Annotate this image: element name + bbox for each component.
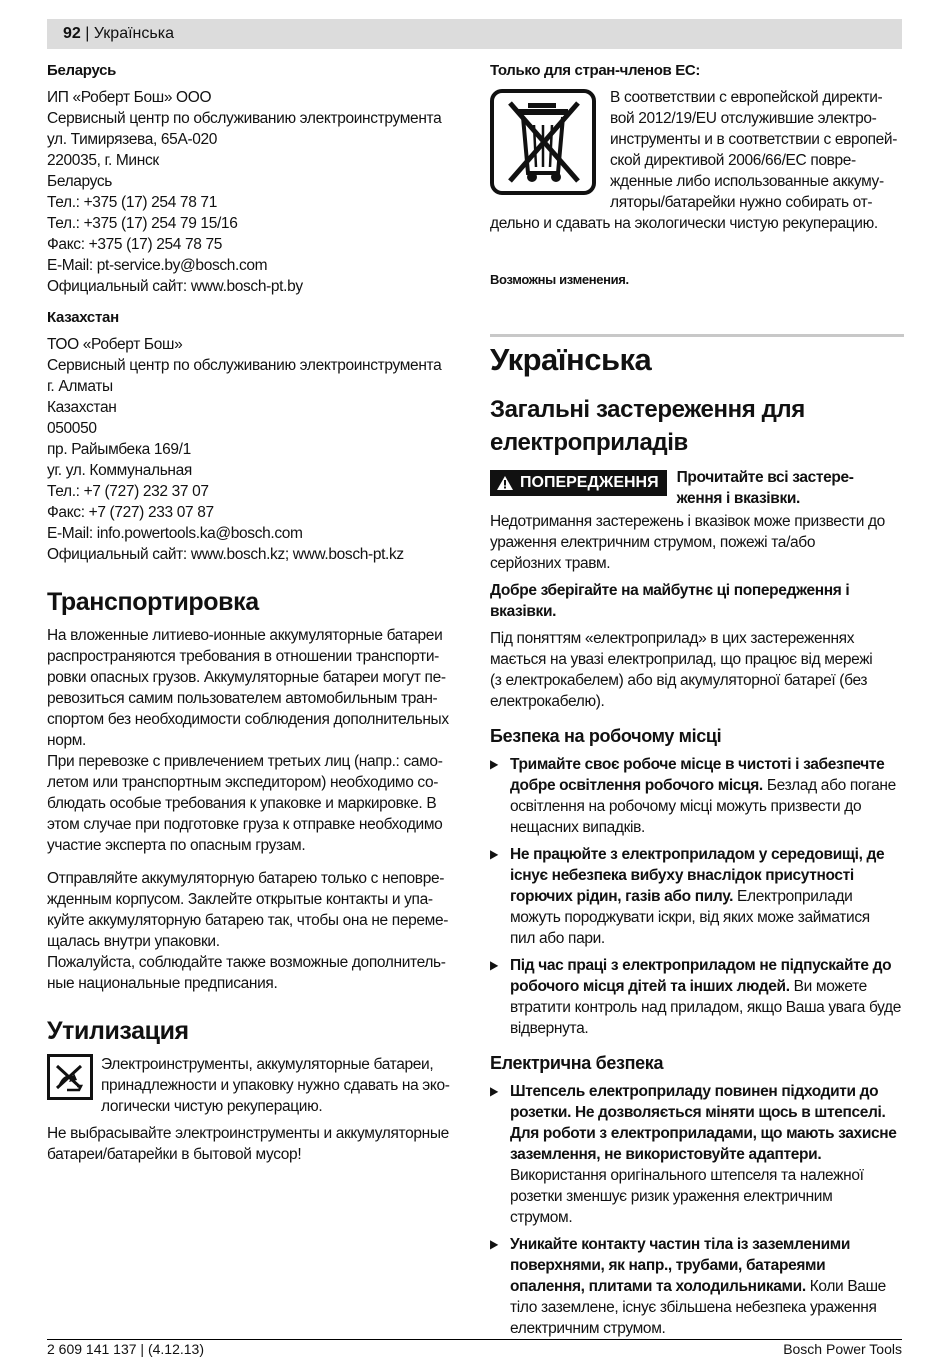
eu-text-last: дельно и сдавать на экологически чистую рекуперацию. <box>490 215 878 232</box>
page-number: 92 <box>63 25 81 42</box>
text-line: втратити контроль над приладом, якщо Ваша увага буде <box>510 999 901 1016</box>
text-line: В соответствии с европейской директи- <box>610 89 883 106</box>
text-line: (з електрокабелем) або від акумуляторної батареї (без <box>490 672 868 689</box>
text-line: розетки. Не дозволяється міняти щось в штепселі. <box>510 1104 886 1121</box>
text-line: нещасних випадків. <box>510 819 645 836</box>
heading-line: Загальні застереження для <box>490 396 805 423</box>
text-line: принадлежности и упаковку нужно сдавать на эко- <box>101 1077 450 1094</box>
disposal-paragraph <box>47 1123 462 1165</box>
page-header <box>47 19 902 49</box>
bold-fragment: горючих рідин, газів або пилу. <box>510 888 734 905</box>
text-line: Не працюйте з електроприладом у середовищі, де <box>510 846 885 863</box>
text-line: Тримайте своє робоче місце в чистоті і забезпечте <box>510 756 885 773</box>
text-line: Недотримання застережень і вказівок може призвести до <box>490 513 885 530</box>
eu-title: Только для стран-членов ЕС: <box>490 62 700 79</box>
kazakhstan-line: ТОО «Роберт Бош» <box>47 336 183 353</box>
kazakhstan-line: Официальный сайт: www.bosch.kz; www.bosch-pt.kz <box>47 546 404 563</box>
text-line: мається на увазі електроприлад, що працює від мережі <box>490 651 873 668</box>
belarus-line: Беларусь <box>47 173 112 190</box>
footer-rule <box>47 1339 902 1340</box>
kazakhstan-line: Факс: +7 (727) 233 07 87 <box>47 504 214 521</box>
text-line: Під час праці з електроприладом не підпускайте до <box>510 957 892 974</box>
text-line: тіло заземлене, існує збільшена небезпека ураження <box>510 1299 877 1316</box>
text-line: ляторы/батарейки нужно собирать от- <box>610 194 873 211</box>
text-line: Під поняттям «електроприлад» в цих застереженнях <box>490 630 855 647</box>
text-line: куйте аккумуляторную батарею так, чтобы она не переме- <box>47 912 449 929</box>
bullet-item <box>490 955 904 1039</box>
text-line: щалась внутри упаковки. <box>47 933 220 950</box>
bold-fragment: добре освітлення робочого місця. <box>510 777 763 794</box>
header-language: Українська <box>93 25 174 42</box>
text-line: поверхнями, як напр., трубами, батареями <box>510 1257 826 1274</box>
text-line: Отправляйте аккумуляторную батарею только с неповре- <box>47 870 445 887</box>
belarus-line: Тел.: +375 (17) 254 78 71 <box>47 194 217 211</box>
text-line: распространяются требования в отношении транспорти- <box>47 648 439 665</box>
kazakhstan-title: Казахстан <box>47 309 119 326</box>
text-line: Добре зберігайте на майбутнє ці попередження і <box>490 582 850 599</box>
workplace-safety-heading: Безпека на робочому місці <box>490 726 722 746</box>
bullet-arrow-icon: ▶ <box>490 958 498 972</box>
bullet-item <box>490 1081 904 1228</box>
changes-note: Возможны изменения. <box>490 272 629 287</box>
text-line: Штепсель електроприладу повинен підходити до <box>510 1083 879 1100</box>
kazakhstan-address <box>47 334 462 565</box>
text-line: Використання оригінального штепселя та належної <box>510 1167 864 1184</box>
warning-row <box>490 467 904 509</box>
section-rule <box>490 334 904 337</box>
bullet-item <box>490 754 904 838</box>
belarus-line: 220035, г. Минск <box>47 152 159 169</box>
kazakhstan-line: Сервисный центр по обслуживанию электроинструмента <box>47 357 442 374</box>
text-line: пил або пари. <box>510 930 605 947</box>
text-line: жденным корпусом. Заклейте открытые контакты и упа- <box>47 891 433 908</box>
text-line: ные национальные предписания. <box>47 975 278 992</box>
text-line: этом случае при подготовке груза к отправке необходимо <box>47 816 443 833</box>
keep-instructions-paragraph <box>490 580 904 622</box>
warning-consequence-paragraph <box>490 511 904 574</box>
text-line: На вложенные литиево-ионные аккумуляторные батареи <box>47 627 443 644</box>
text-line: відвернута. <box>510 1020 589 1037</box>
transport-paragraph-2 <box>47 868 462 994</box>
kazakhstan-line: г. Алматы <box>47 378 113 395</box>
belarus-line: Факс: +375 (17) 254 78 75 <box>47 236 223 253</box>
warning-badge <box>490 470 667 496</box>
text-line: Прочитайте всі застере- <box>676 469 854 486</box>
text-line: летом или транспортным экспедитором) необходимо со- <box>47 774 439 791</box>
text-line: блюдать особые требования к упаковке и маркировке. В <box>47 795 437 812</box>
text-line: можуть породжувати іскри, від яких може займатися <box>510 909 870 926</box>
warning-label: ПОПЕРЕДЖЕННЯ <box>520 474 659 491</box>
belarus-title: Беларусь <box>47 62 117 79</box>
text-line: вой 2012/19/EU отслужившие электро- <box>610 110 877 127</box>
belarus-line: E-Mail: pt-service.by@bosch.com <box>47 257 268 274</box>
text-line: серйозних травм. <box>490 555 611 572</box>
text-fragment: Коли Ваше <box>805 1278 886 1295</box>
heading-line: електроприладів <box>490 429 688 456</box>
text-line: При перевозке с привлечением третьих лиц (напр.: само- <box>47 753 443 770</box>
text-line: участие эксперта по опасным грузам. <box>47 837 306 854</box>
crossed-out-bin-icon <box>490 89 596 195</box>
bold-fragment: опалення, плитами та холодильниками. <box>510 1278 806 1295</box>
definition-paragraph <box>490 628 904 712</box>
bullet-arrow-icon: ▶ <box>490 1237 498 1251</box>
text-line: инструменты и в соответствии с европей- <box>610 131 898 148</box>
warning-text <box>677 467 854 509</box>
transport-heading: Транспортировка <box>47 588 259 616</box>
text-fragment: Електроприлади <box>733 888 853 905</box>
text-line: логически чистую рекуперацию. <box>101 1098 323 1115</box>
disposal-heading: Утилизация <box>47 1017 189 1045</box>
text-line: розетки зменшує ризик ураження електричним <box>510 1188 833 1205</box>
bullet-arrow-icon: ▶ <box>490 1084 498 1098</box>
text-line: Уникайте контакту частин тіла із заземленими <box>510 1236 851 1253</box>
belarus-line: Сервисный центр по обслуживанию электроинструмента <box>47 110 442 127</box>
text-line: Не выбрасывайте электроинструменты и аккумуляторные <box>47 1125 449 1142</box>
text-line: ровки опасных грузов. Аккумуляторные батареи могут пе- <box>47 669 446 686</box>
bullet-arrow-icon: ▶ <box>490 757 498 771</box>
footer-document-number: 2 609 141 137 | (4.12.13) <box>47 1341 204 1357</box>
belarus-line: ул. Тимирязева, 65А-020 <box>47 131 218 148</box>
header-separator: | <box>85 25 90 42</box>
eu-block <box>490 87 904 241</box>
text-line: спортом без необходимости соблюдения дополнительных <box>47 711 449 728</box>
bullet-item <box>490 1234 904 1339</box>
text-line: ской директивой 2006/66/ЕС повре- <box>610 152 856 169</box>
text-line: електрокабелю). <box>490 693 605 710</box>
belarus-line: Тел.: +375 (17) 254 79 15/16 <box>47 215 238 232</box>
text-line: ураження електричним струмом, пожежі та/або <box>490 534 816 551</box>
electrical-safety-heading: Електрична безпека <box>490 1053 664 1073</box>
text-line <box>510 775 904 796</box>
general-warnings-heading <box>490 393 904 459</box>
text-line: ревозиться самим пользователем автомобильным тран- <box>47 690 438 707</box>
warning-triangle-icon <box>496 475 514 491</box>
text-line: електричним струмом. <box>510 1320 666 1337</box>
bold-fragment: робочого місця дітей та інших людей. <box>510 978 790 995</box>
recycle-packaging-icon <box>47 1054 93 1100</box>
belarus-line: ИП «Роберт Бош» ООО <box>47 89 212 106</box>
text-line: норм. <box>47 732 87 749</box>
text-line <box>510 976 904 997</box>
text-line: заземлення, не використовуйте адаптери. <box>510 1146 822 1163</box>
language-heading: Українська <box>490 342 652 377</box>
text-line <box>510 1276 904 1297</box>
disposal-icon-block <box>47 1054 462 1117</box>
text-line: батареи/батарейки в бытовой мусор! <box>47 1146 302 1163</box>
bullet-arrow-icon: ▶ <box>490 847 498 861</box>
disposal-icon-text <box>101 1054 450 1117</box>
kazakhstan-line: 050050 <box>47 420 97 437</box>
text-line: струмом. <box>510 1209 573 1226</box>
text-line: ження і вказівки. <box>676 490 800 507</box>
text-line: жденные либо использованные аккуму- <box>610 173 884 190</box>
kazakhstan-line: уг. ул. Коммунальная <box>47 462 192 479</box>
kazakhstan-line: Казахстан <box>47 399 117 416</box>
footer-brand: Bosch Power Tools <box>783 1341 902 1357</box>
right-column <box>490 60 904 1345</box>
belarus-line: Официальный сайт: www.bosch-pt.by <box>47 278 303 295</box>
bullet-item <box>490 844 904 949</box>
belarus-address <box>47 87 462 297</box>
text-fragment: Безлад або погане <box>762 777 896 794</box>
text-fragment: Ви можете <box>789 978 867 995</box>
text-line: Электроинструменты, аккумуляторные батареи, <box>101 1056 434 1073</box>
kazakhstan-line: Тел.: +7 (727) 232 37 07 <box>47 483 209 500</box>
text-line: освітлення на робочому місці можуть призвести до <box>510 798 862 815</box>
left-column <box>47 60 462 1165</box>
text-line: Пожалуйста, соблюдайте также возможные дополнитель- <box>47 954 446 971</box>
text-line: вказівки. <box>490 603 557 620</box>
kazakhstan-line: E-Mail: info.powertools.ka@bosch.com <box>47 525 303 542</box>
text-line: існує небезпека вибуху внаслідок присутності <box>510 867 854 884</box>
text-line: Для роботи з електроприладами, що мають захисне <box>510 1125 897 1142</box>
eu-text <box>610 87 910 213</box>
kazakhstan-line: пр. Райымбека 169/1 <box>47 441 191 458</box>
text-line <box>510 886 904 907</box>
